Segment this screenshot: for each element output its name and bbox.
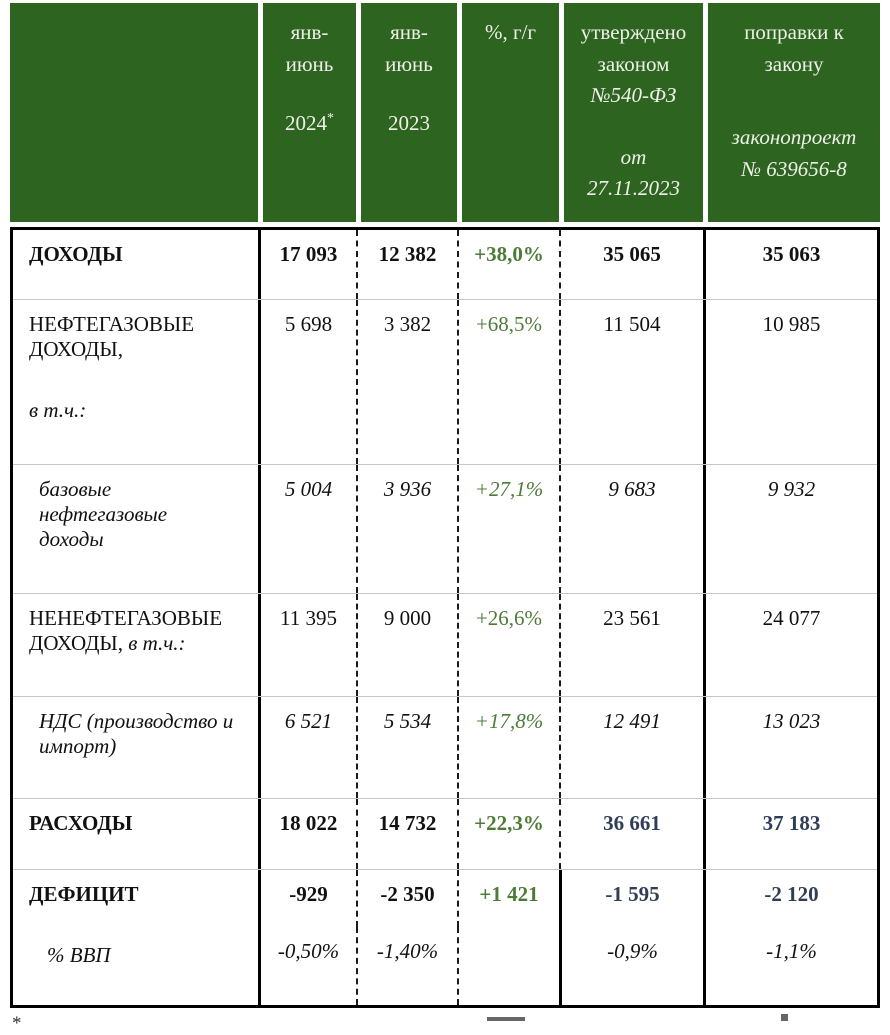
value-amendments: -2 120 bbox=[703, 870, 877, 927]
value-jan-jun-2023: -2 350 bbox=[356, 870, 457, 927]
value-jan-jun-2023: 5 534 bbox=[356, 697, 457, 798]
value-approved-law: -1 595 bbox=[559, 870, 703, 927]
header-line: закону bbox=[764, 51, 824, 76]
value-approved-law: 36 661 bbox=[559, 799, 703, 869]
header-law-date: 27.11.2023 bbox=[587, 176, 680, 200]
value-jan-jun-2023: 12 382 bbox=[356, 230, 457, 299]
value-approved-law: 12 491 bbox=[559, 697, 703, 798]
header-line: янв- bbox=[390, 20, 428, 44]
budget-table bbox=[10, 3, 880, 1008]
value-amendments: -1,1% bbox=[703, 927, 877, 1005]
table-row-expenditures bbox=[13, 798, 877, 869]
header-approved-law bbox=[559, 3, 703, 222]
table-header bbox=[10, 3, 880, 222]
header-yoy-label: %, г/г bbox=[484, 20, 537, 44]
value-approved-law: 11 504 bbox=[559, 300, 703, 464]
value-jan-jun-2023: 14 732 bbox=[356, 799, 457, 869]
value-yoy: +22,3% bbox=[457, 799, 559, 869]
value-amendments: 13 023 bbox=[703, 697, 877, 798]
header-line: поправки к bbox=[744, 20, 844, 44]
header-amendments bbox=[703, 3, 880, 222]
value-amendments: 24 077 bbox=[703, 594, 877, 696]
header-jan-jun-2023 bbox=[356, 3, 457, 222]
value-approved-law: 9 683 bbox=[559, 465, 703, 593]
value-jan-jun-2023: -1,40% bbox=[356, 927, 457, 1005]
value-jan-jun-2024: -0,50% bbox=[258, 927, 356, 1005]
header-bill-number: № 639656-8 bbox=[741, 156, 847, 181]
value-amendments: 35 063 bbox=[703, 230, 877, 299]
header-yoy bbox=[457, 3, 559, 222]
row-sublabel: в т.ч.: bbox=[29, 398, 87, 422]
value-jan-jun-2024: 18 022 bbox=[258, 799, 356, 869]
value-yoy: +1 421 bbox=[457, 870, 559, 927]
value-approved-law: 23 561 bbox=[559, 594, 703, 696]
header-line: июнь bbox=[385, 51, 433, 76]
value-approved-law: 35 065 bbox=[559, 230, 703, 299]
header-year-2024: 2024* bbox=[285, 111, 334, 135]
row-label-suffix: в т.ч.: bbox=[128, 631, 186, 655]
table-row-revenues bbox=[13, 230, 877, 299]
value-yoy: +68,5% bbox=[457, 300, 559, 464]
row-label: НЕФТЕГАЗОВЫЕ ДОХОДЫ, в т.ч.: bbox=[13, 300, 258, 464]
table-row-oil-gas-revenues bbox=[13, 299, 877, 464]
value-jan-jun-2023: 3 382 bbox=[356, 300, 457, 464]
header-line: утверждено bbox=[580, 20, 687, 44]
value-jan-jun-2024: 6 521 bbox=[258, 697, 356, 798]
value-jan-jun-2024: 17 093 bbox=[258, 230, 356, 299]
table-body bbox=[10, 227, 880, 1008]
value-approved-law: -0,9% bbox=[559, 927, 703, 1005]
value-yoy: +27,1% bbox=[457, 465, 559, 593]
row-label: базовые нефтегазовые доходы bbox=[39, 477, 168, 551]
row-label: НДС (производство и импорт) bbox=[39, 709, 234, 758]
row-label: ДЕФИЦИТ bbox=[29, 882, 139, 906]
value-yoy: +17,8% bbox=[457, 697, 559, 798]
footnote: * bbox=[12, 1013, 22, 1034]
table-row-vat bbox=[13, 696, 877, 798]
value-jan-jun-2024: 5 698 bbox=[258, 300, 356, 464]
value-jan-jun-2023: 9 000 bbox=[356, 594, 457, 696]
footnote-asterisk: * bbox=[327, 111, 334, 126]
footnote-text-fragment bbox=[487, 1017, 525, 1021]
value-jan-jun-2023: 3 936 bbox=[356, 465, 457, 593]
value-yoy: +26,6% bbox=[457, 594, 559, 696]
value-yoy: +38,0% bbox=[457, 230, 559, 299]
row-label: НЕНЕФТЕГАЗОВЫЕ ДОХОДЫ, в т.ч.: bbox=[29, 606, 223, 655]
value-yoy bbox=[457, 927, 559, 1005]
header-law-from: от bbox=[620, 144, 647, 169]
header-empty-cell bbox=[10, 3, 258, 222]
header-line: янв- bbox=[290, 20, 329, 44]
footnote-text-fragment bbox=[781, 1014, 788, 1021]
header-line: июнь bbox=[285, 51, 334, 76]
value-jan-jun-2024: -929 bbox=[258, 870, 356, 927]
value-amendments: 37 183 bbox=[703, 799, 877, 869]
value-amendments: 9 932 bbox=[703, 465, 877, 593]
row-label: % ВВП bbox=[47, 943, 111, 967]
header-jan-jun-2024 bbox=[258, 3, 356, 222]
header-bill-label: законопроект bbox=[731, 125, 857, 149]
header-law-number: №540-ФЗ bbox=[590, 83, 677, 107]
value-jan-jun-2024: 11 395 bbox=[258, 594, 356, 696]
table-row-non-oil-gas-revenues bbox=[13, 593, 877, 696]
value-amendments: 10 985 bbox=[703, 300, 877, 464]
header-line: законом bbox=[597, 51, 670, 76]
table-row-base-oil-gas-revenues bbox=[13, 464, 877, 593]
value-jan-jun-2024: 5 004 bbox=[258, 465, 356, 593]
header-year-2023: 2023 bbox=[388, 111, 430, 135]
row-label: РАСХОДЫ bbox=[29, 811, 133, 835]
row-label: ДОХОДЫ bbox=[29, 242, 123, 266]
table-row-pct-gdp bbox=[13, 927, 877, 1005]
table-row-deficit bbox=[13, 869, 877, 927]
